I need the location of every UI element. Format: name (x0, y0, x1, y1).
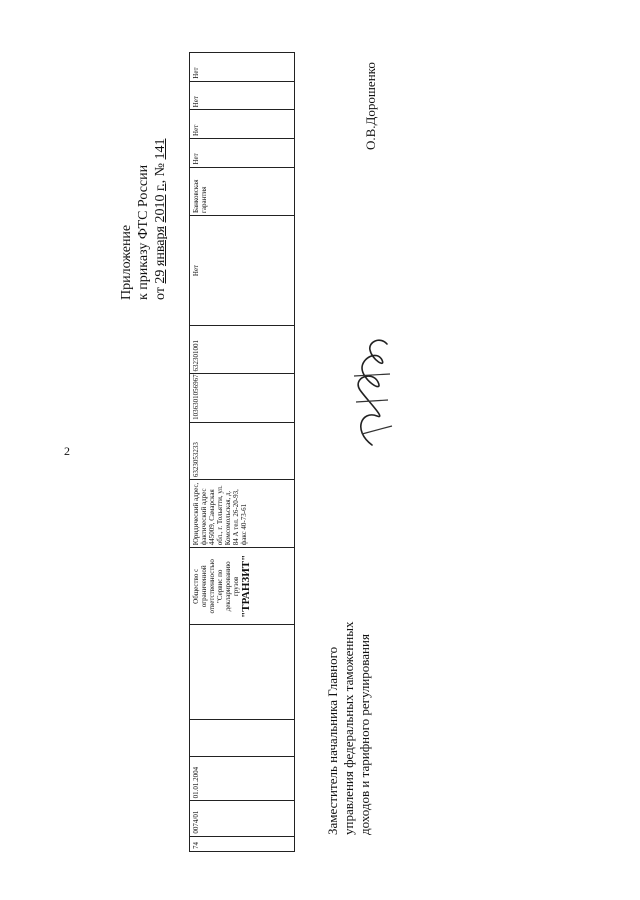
company-brand: "ТРАНЗИТ" (240, 554, 252, 618)
order-number: 141 (153, 138, 168, 160)
cell-no: Нет (190, 81, 295, 110)
date-month: января (153, 226, 168, 267)
page-number: 2 (64, 444, 70, 458)
official-position: Заместитель начальника Главного управления федеральных таможенных доходов и тарифного регулирования (325, 621, 372, 835)
appendix-order: к приказу ФТС России (136, 164, 151, 300)
date-year: 2010 (153, 194, 168, 223)
signature-mark (332, 330, 412, 450)
cell-no: Нет (190, 215, 295, 325)
cell-no: Нет (190, 110, 295, 139)
cell-ogrn: 1036301056967 (190, 374, 295, 422)
appendix-title: Приложение (119, 224, 134, 300)
appendix-date: от 29 января 2010 г., № 141 (153, 138, 168, 300)
appendix-note (118, 40, 182, 300)
cell-index: 74 (190, 836, 295, 851)
cell-reg-number: 0074/01 (190, 801, 295, 836)
cell-no: Нет (190, 138, 295, 167)
cell-address: Юридический адрес, фактический адрес 445009, Самарская обл., г. Тольятти, ул. Комсомольская, д. 84 А тел. 26-20-93, факс 40-73-61 (190, 480, 295, 548)
cell-kpp: 632301001 (190, 326, 295, 374)
cell-name: Общество с ограниченной ответственностью "Сервис по декларированию грузов "ТРАНЗИТ" (190, 548, 295, 625)
cell-date: 01.01.2004 (190, 757, 295, 801)
date-day: 29 (153, 269, 168, 284)
signer-name: О.В.Дорошенко (363, 62, 378, 150)
cell-guarantee: Банковская гарантия (190, 167, 295, 215)
cell-empty (190, 625, 295, 720)
cell-no: Нет (190, 53, 295, 82)
registry-table (189, 52, 295, 852)
cell-empty (190, 719, 295, 756)
cell-inn: 6323053233 (190, 422, 295, 479)
table-row (190, 53, 295, 852)
